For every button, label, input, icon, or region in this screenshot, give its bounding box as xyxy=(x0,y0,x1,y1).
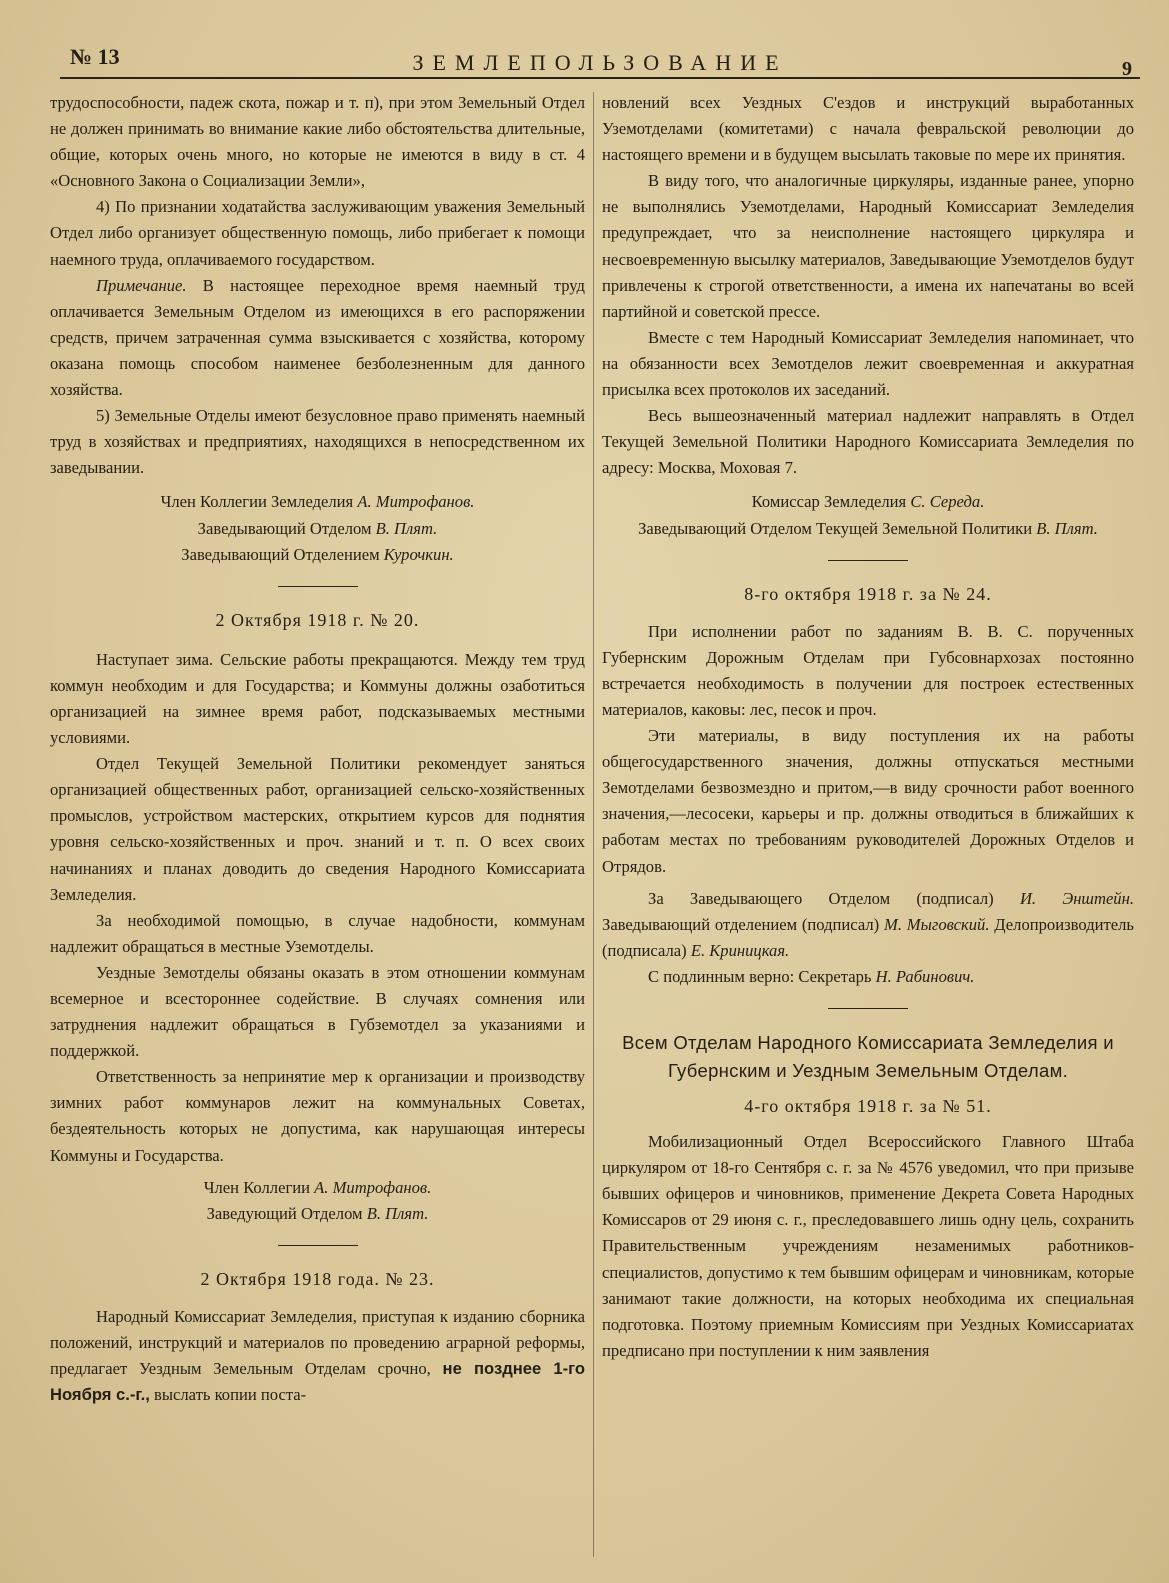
signature-name: В. Плят. xyxy=(1036,518,1098,538)
paragraph: новлений всех Уездных С'ездов и инструкций выработанных Уземотделами (комитетами) с начала февральской революции до настоящего времени и в будущем высылать таковые по мере их принятия. xyxy=(602,93,1134,165)
signature-name: С. Середа. xyxy=(910,492,985,512)
signature-role: Член Коллегии xyxy=(203,1177,315,1197)
section-heading: Всем Отделам Народного Комиссариата Земледелия и Губернским и Уездным Земельным Отделам. xyxy=(622,1032,1114,1081)
issue-number: № 13 xyxy=(70,44,120,69)
paragraph: Весь вышеозначенный материал надлежит направлять в Отдел Текущей Земельной Политики Народного Комиссариата Земледелия по адресу: Москва, Моховая 7. xyxy=(602,406,1134,478)
signature-role: Заведывающий Отделом Текущей Земельной Политики xyxy=(638,518,1037,538)
signature-name: Н. Рабинович. xyxy=(875,966,975,986)
page-number: 9 xyxy=(1122,58,1132,80)
signature-name: В. Плят. xyxy=(366,1203,429,1223)
paragraph: Ответственность за непринятие мер к организации и производству зимних работ коммунаров лежит на коммунальных Советах, бездеятельность которых не допустима, как нарушающая интересы Коммуны и Государства. xyxy=(50,1067,585,1165)
signature-line xyxy=(50,1175,585,1201)
paragraph xyxy=(50,1304,585,1408)
header-rule xyxy=(60,77,1140,79)
text-run: Народный Комиссариат Земледелия, приступая к изданию сборника положений, инструкций и материалов по проведению аграрной реформы, предлагает Уездным Земельным Отделам срочно, xyxy=(50,1306,585,1379)
paragraph: Отдел Текущей Земельной Политики рекомендует заняться организацией общественных работ, организацией сельско-хозяйственных промыслов, устройством мастерских, открытием курсов для поднятия уровня сельско-хозяйственных и проч. знаний и т. п. О всех своих начинаниях и планах доводить до сведения Народного Комиссариата Земледелия. xyxy=(50,754,585,904)
text-run: Делопроизводитель (подписала) xyxy=(602,914,1134,960)
text-run: За Заведывающего Отделом (подписал) xyxy=(648,888,1020,908)
section-separator xyxy=(828,560,908,561)
signature-line xyxy=(50,1201,585,1227)
signature-role: Комиссар Земледелия xyxy=(751,492,911,512)
signature-name: В. Плят. xyxy=(375,518,438,538)
section-date-heading: 8-го октября 1918 г. за № 24. xyxy=(744,583,992,604)
paragraph: Уездные Земотделы обязаны оказать в этом отношении коммунам всемерное и всестороннее содействие. В случаях сомнения или затруднения надлежит обращаться в Губземотдел за указаниями и поддержкой. xyxy=(50,962,585,1061)
signature-name: Курочкин. xyxy=(383,544,454,564)
section-date-heading: 4-го октября 1918 г. за № 51. xyxy=(744,1096,992,1116)
signature-name: И. Энштейн. xyxy=(1019,888,1134,908)
signature-line xyxy=(602,516,1134,542)
paragraph: Мобилизационный Отдел Всероссийского Главного Штаба циркуляром от 18-го Сентября с. г. за № 4576 уведомил, что при призыве бывших офицеров и чиновников, применение Декрета Совета Народных Комиссаров от 29 июня с. г., преследовавшего лишь одну цель, сохранить Правительственным учреждениям незаменимых работников-специалистов, допустимо к тем бывшим офицерам и чиновникам, которые занимают такие должности, на которых необходима их специальная подготовка. Поэтому приемным Комиссиям при Уездных Комиссариатах предписано при поступлении к ним заявления xyxy=(602,1132,1134,1360)
left-column xyxy=(50,90,585,1560)
signature-role: Заведующий Отделом xyxy=(206,1203,367,1223)
paragraph: 5) Земельные Отделы имеют безусловное право применять наемный труд в хозяйствах и предприятиях, находящихся в непосредственном их заведывании. xyxy=(50,406,585,478)
note-paragraph xyxy=(50,273,585,403)
text-run: С подлинным верно: Секретарь xyxy=(648,966,876,986)
signature-role: Заведывающий Отделением xyxy=(181,544,384,564)
text-run: выслать копии поста- xyxy=(149,1385,307,1405)
publication-title: ЗЕМЛЕПОЛЬЗОВАНИЕ xyxy=(412,50,788,75)
signature-name: А. Митрофанов. xyxy=(357,492,475,512)
signature-name: М. Мыговский. xyxy=(884,914,990,934)
text-run: Заведывающий отделением (подписал) xyxy=(602,914,884,934)
paragraph: Эти материалы, в виду поступления их на работы общегосударственного значения, должны отпускаться местными Земотделами безвозмездно и притом,—в виду срочности работ военного значения,—лесосеки, карьеры и пр. должны отводиться в ближайших к работам местах по требованиям руководителей Дорожных Отделов и Отрядов. xyxy=(602,726,1134,876)
section-date-heading: 2 Октября 1918 г. № 20. xyxy=(215,609,420,630)
signature-line xyxy=(50,542,585,568)
signature-line xyxy=(50,516,585,542)
section-date-heading: 2 Октября 1918 года. № 23. xyxy=(200,1268,435,1289)
note-label: Примечание. xyxy=(96,275,187,295)
paragraph: 4) По признании ходатайства заслуживающим уважения Земельный Отдел либо организует общественную помощь, либо прибегает к помощи наемного труда, оплачиваемого государством. xyxy=(50,197,585,269)
section-separator xyxy=(278,586,358,587)
signature-line xyxy=(602,489,1134,515)
signature-line xyxy=(50,489,585,515)
page-header xyxy=(60,42,1140,82)
column-divider xyxy=(593,92,594,1557)
note-text: В настоящее переходное время наемный труд оплачивается Земельным Отделом из имеющихся в его распоряжении средств, причем затраченная сумма взыскивается с хозяйства, которому оказана помощь способом наименее безболезненным для данного хозяйства. xyxy=(50,275,585,400)
signature-role: Член Коллегии Земледелия xyxy=(160,492,358,512)
paragraph: трудоспособности, падеж скота, пожар и т. п), при этом Земельный Отдел не должен принимать во внимание какие либо обстоятельства длительные, общие, которых очень много, но которые не имеются в виду в ст. 4 «Основного Закона о Социализации Земли», xyxy=(50,93,585,191)
signature-role: Заведывающий Отделом xyxy=(197,518,376,538)
bold-text-run: не позднее 1-го Ноября с.-г., xyxy=(50,1359,585,1405)
signature-name: А. Митрофанов. xyxy=(314,1177,432,1197)
signature-paragraph xyxy=(602,886,1134,964)
paragraph: Наступает зима. Сельские работы прекращаются. Между тем труд коммун необходим и для Государства; и Коммуны должны озаботиться организацией на зимнее время работ, подсказываемых местными условиями. xyxy=(50,649,585,748)
signature-name: Е. Криницкая. xyxy=(690,940,790,960)
paragraph: За необходимой помощью, в случае надобности, коммунам надлежит обращаться в местные Уземотделы. xyxy=(50,910,585,956)
section-separator xyxy=(828,1008,908,1009)
paragraph: Вместе с тем Народный Комиссариат Земледелия напоминает, что на обязанности всех Земотделов лежит своевременная и аккуратная присылка всех протоколов их заседаний. xyxy=(602,327,1134,400)
certification-line xyxy=(602,964,1134,990)
paragraph: При исполнении работ по заданиям В. В. С. порученных Губернским Дорожным Отделам при Губсовнархозах постоянно встречается необходимость в получении для построек естественных материалов, каковы: лес, песок и проч. xyxy=(602,621,1134,719)
right-column xyxy=(602,90,1134,1560)
paragraph: В виду того, что аналогичные циркуляры, изданные ранее, упорно не выполнялись Уземотделами, Народный Комиссариат Земледелия предупреждает, что за неисполнение настоящего циркуляра и несвоевременную высылку материалов, Заведывающие Уземотделов будут привлечены к строгой ответственности, а имена их напечатаны во всей партийной и советской прессе. xyxy=(602,171,1134,321)
section-separator xyxy=(278,1245,358,1246)
